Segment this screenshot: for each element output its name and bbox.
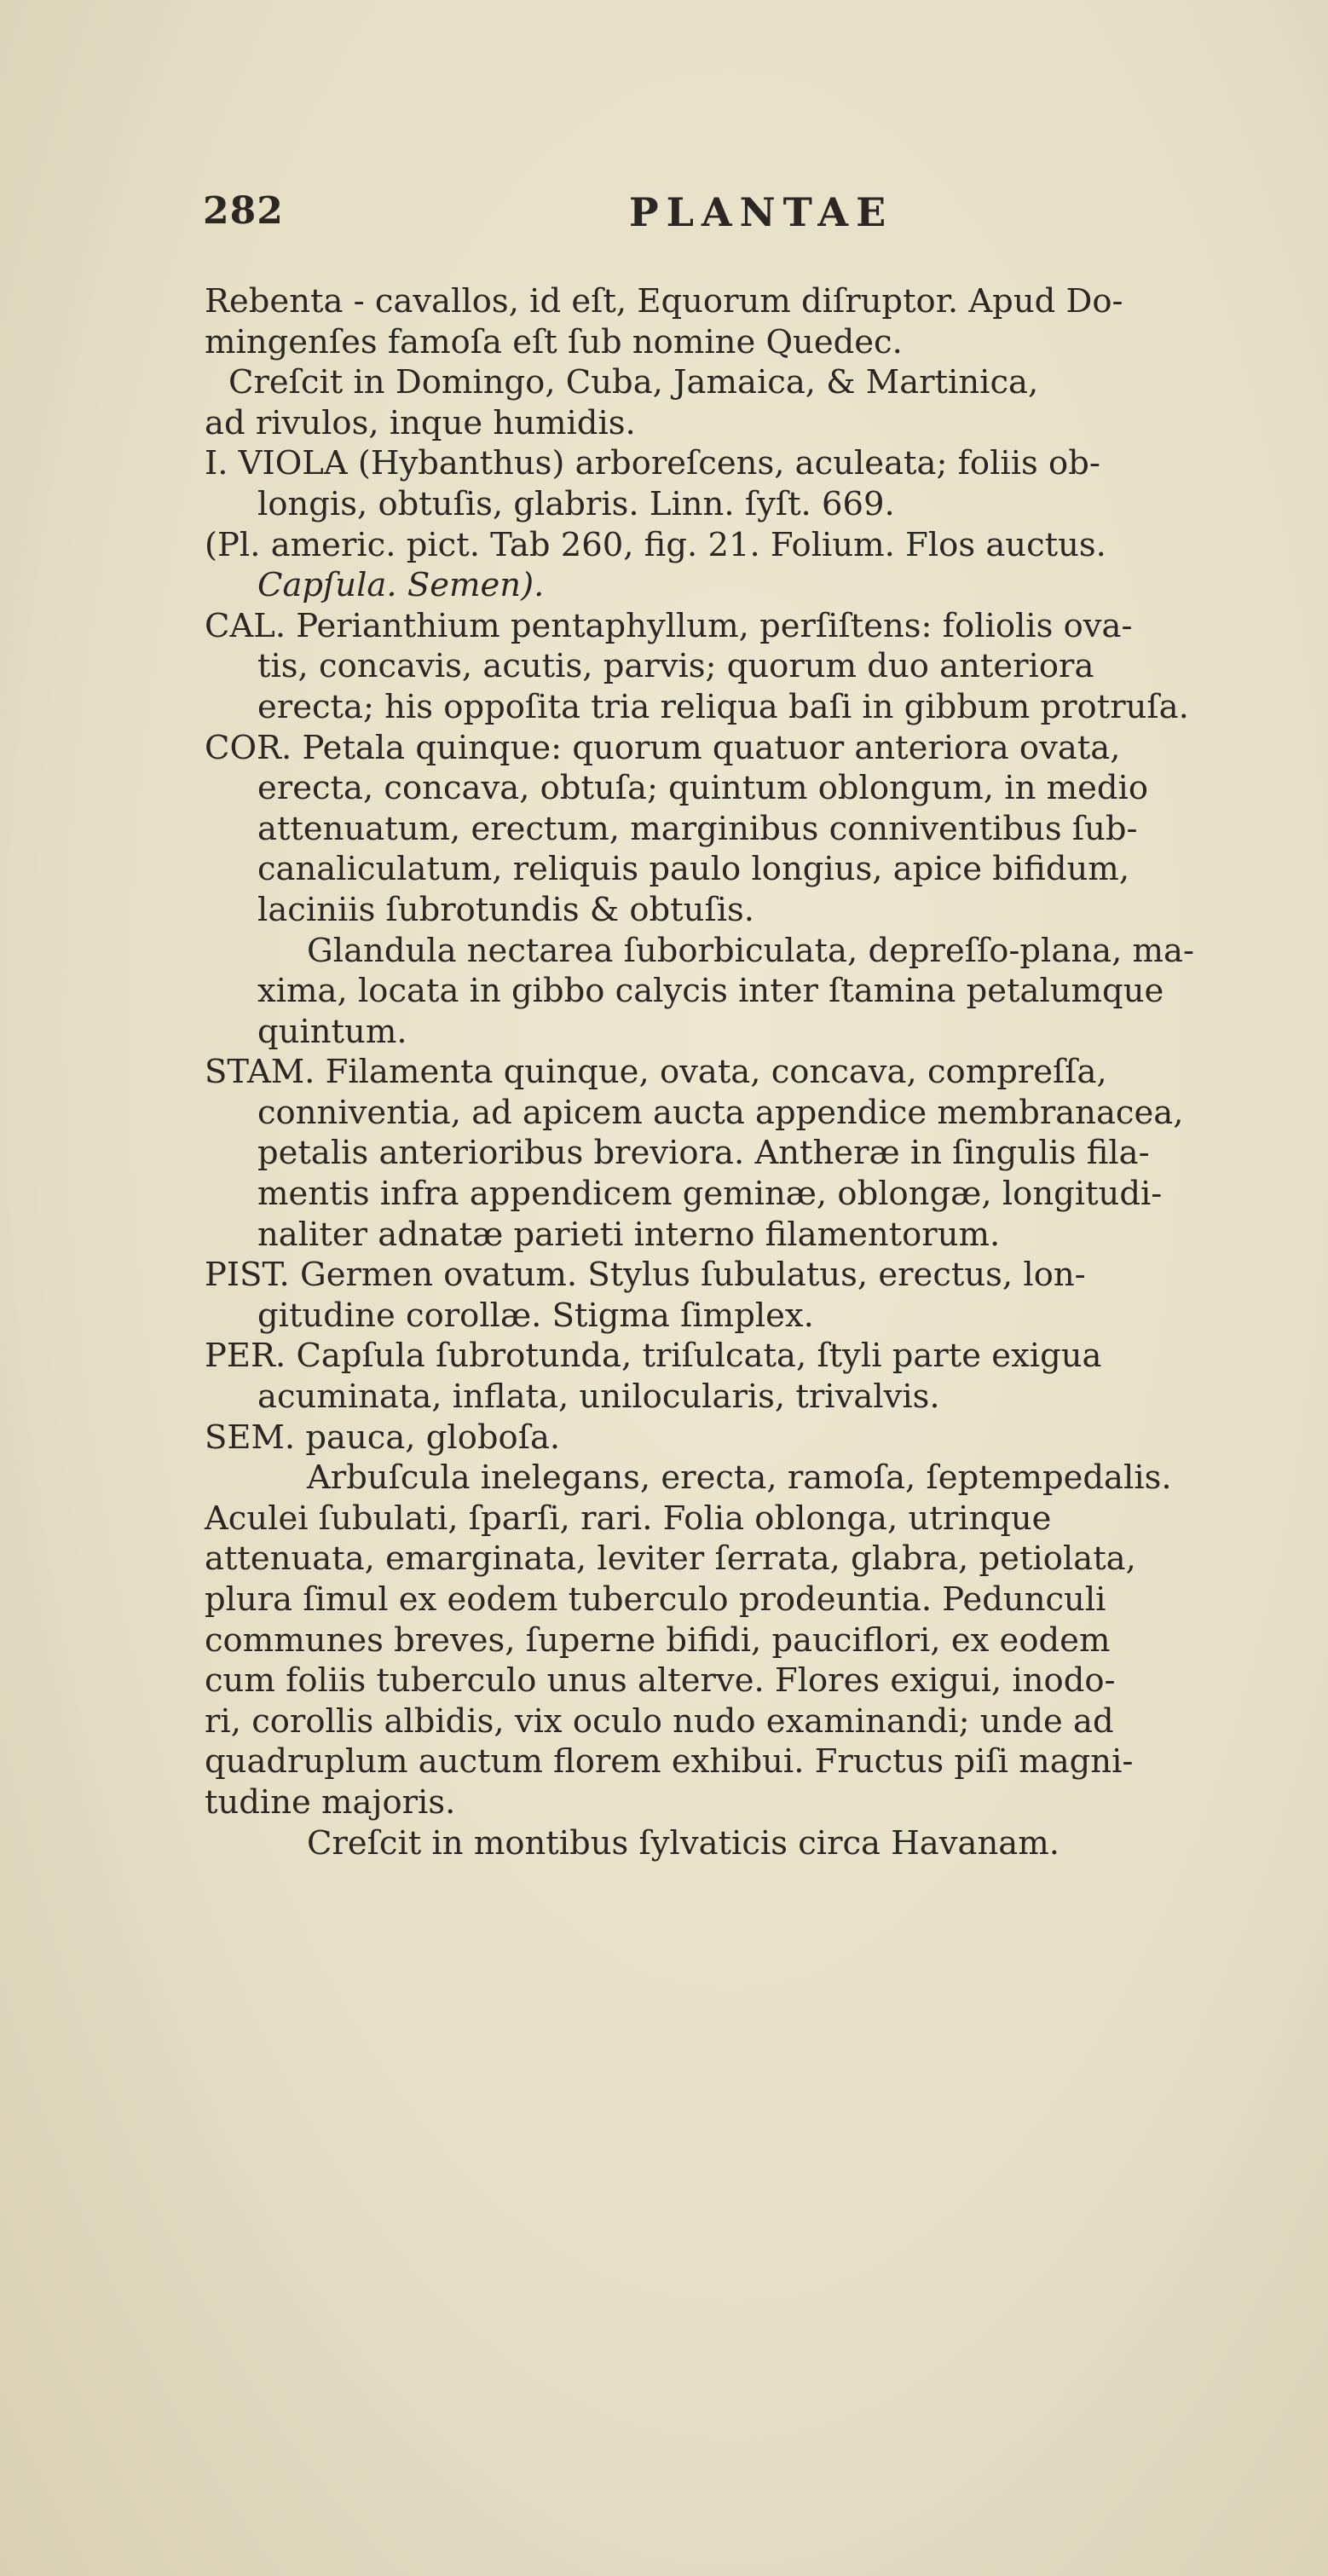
text-line: Creſcit in Domingo, Cuba, Jamaica, & Martinica, xyxy=(228,363,1039,402)
text-line: canaliculatum, reliquis paulo longius, apice bifidum, xyxy=(257,850,1130,889)
text-line: erecta; his oppoſita tria reliqua baſi in gibbum protruſa. xyxy=(257,687,1189,726)
text-line: tis, concavis, acutis, parvis; quorum duo anteriora xyxy=(257,647,1094,686)
seed-section: SEM. pauca, globoſa. xyxy=(205,1418,561,1457)
text-line: Glandula nectarea ſuborbiculata, depreſſo-plana, ma- xyxy=(307,931,1195,970)
text-line: attenuatum, erectum, marginibus conniventibus ſub- xyxy=(257,809,1138,848)
text-line: ri, corollis albidis, vix oculo nudo examinandi; unde ad xyxy=(205,1701,1114,1741)
text-line: acuminata, inflata, unilocularis, trivalvis. xyxy=(257,1378,940,1417)
corolla-section: COR. Petala quinque: quorum quatuor anteriora ovata, xyxy=(205,728,1121,767)
text-line: conniventia, ad apicem aucta appendice membranacea, xyxy=(257,1093,1184,1132)
stamen-section: STAM. Filamenta quinque, ovata, concava, compreſſa, xyxy=(205,1053,1107,1092)
page-number: 282 xyxy=(203,189,284,233)
page-header xyxy=(203,189,1311,257)
text-line: gitudine corollæ. Stigma ſimplex. xyxy=(257,1296,814,1335)
text-line: plura ſimul ex eodem tuberculo prodeuntia. Pedunculi xyxy=(205,1580,1106,1619)
text-line: cum foliis tuberculo unus alterve. Flores exigui, inodo- xyxy=(205,1661,1116,1701)
text-line: Arbuſcula inelegans, erecta, ramoſa, ſeptempedalis. xyxy=(307,1458,1172,1498)
pistil-section: PIST. Germen ovatum. Stylus ſubulatus, erectus, lon- xyxy=(205,1256,1086,1295)
calyx-section: CAL. Perianthium pentaphyllum, perſiſtens: foliolis ova- xyxy=(205,606,1133,645)
text-line: attenuata, emarginata, leviter ſerrata, glabra, petiolata, xyxy=(205,1539,1136,1579)
text-line: mentis infra appendicem geminæ, oblongæ, longitudi- xyxy=(257,1175,1163,1214)
text-line: xima, locata in gibbo calycis inter ſtamina petalumque xyxy=(257,972,1164,1011)
text-line: mingenſes famoſa eſt ſub nomine Quedec. xyxy=(205,322,903,361)
text-line: Capſula. Semen). xyxy=(257,566,545,605)
running-head: PLANTAE xyxy=(629,189,894,235)
text-line: (Pl. americ. pict. Tab 260, fig. 21. Folium. Flos auctus. xyxy=(205,525,1106,564)
species-heading: I. VIOLA (Hybanthus) arboreſcens, aculeata; foliis ob- xyxy=(205,444,1100,483)
text-line: laciniis ſubrotundis & obtuſis. xyxy=(257,890,755,929)
text-line: longis, obtuſis, glabris. Linn. ſyſt. 669. xyxy=(257,484,895,523)
text-line: petalis anterioribus breviora. Antheræ in ſingulis fila- xyxy=(257,1134,1150,1173)
text-line: ad rivulos, inque humidis. xyxy=(205,403,636,442)
text-line: tudine majoris. xyxy=(205,1782,456,1822)
text-line: quadruplum auctum florem exhibui. Fructus piſi magni- xyxy=(205,1742,1134,1782)
body-text xyxy=(205,281,1304,1863)
text-line: naliter adnatæ parieti interno filamentorum. xyxy=(257,1215,1001,1254)
text-line: communes breves, ſuperne bifidi, pauciflori, ex eodem xyxy=(205,1620,1111,1660)
text-line: erecta, concava, obtuſa; quintum oblongum, in medio xyxy=(257,769,1149,808)
text-line: Aculei ſubulati, ſparſi, rari. Folia oblonga, utrinque xyxy=(205,1499,1052,1538)
pericarp-section: PER. Capſula ſubrotunda, triſulcata, ſtyli parte exigua xyxy=(205,1337,1102,1376)
text-line: quintum. xyxy=(257,1012,407,1051)
text-line: Creſcit in montibus ſylvaticis circa Havanam. xyxy=(307,1823,1060,1863)
text-line: Rebenta - cavallos, id eſt, Equorum diſruptor. Apud Do- xyxy=(205,282,1123,321)
